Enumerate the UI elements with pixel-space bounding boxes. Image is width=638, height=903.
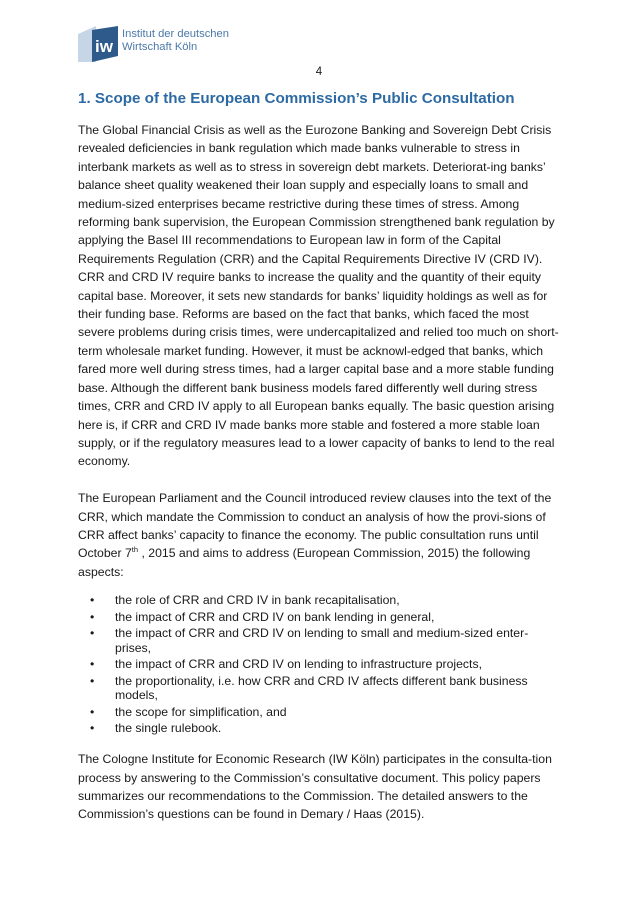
list-item — [78, 721, 562, 736]
logo-line-1: Institut der deutschen — [122, 28, 229, 40]
list-item — [78, 610, 562, 625]
list-item-text: the single rulebook. — [115, 721, 222, 736]
bullet-icon: • — [90, 657, 95, 672]
iw-logo-icon — [78, 26, 118, 62]
list-item — [78, 705, 562, 720]
paragraph-crisis-regulation: The Global Financial Crisis as well as the Eurozone Banking and Sovereign Debt Crisis revealed deficiencies in bank regulation which made banks vulnerable to stress in interbank markets as well as to stress in sovereign debt markets. Deteriorat-ing banks’ balance sheet quality weakened their loan supply and especially loans to small and medium-sized enterprises became restrictive during these times of stress. Among reforming bank supervision, the European Commission strengthened bank regulation by applying the Basel III recommendations to European law in form of the Capital Requirements Regulation (CRR) and the Capital Requirements Directive IV (CRD IV). CRR and CRD IV require banks to increase the quality and the quantity of their equity capital base. Moreover, it sets new standards for banks’ liquidity holdings as well as for their funding base. Reforms are based on the fact that banks, which faced the most severe problems during crisis times, were undercapitalized and relied too much on short-term wholesale market funding. However, it must be acknowl-edged that banks, which fared more well during stress times, had a larger capital base and a more stable funding base. Although the different bank business models fared differently well during stress times, CRR and CRD IV apply to all European banks equally. The basic question arising here is, if CRR and CRD IV made banks more stable and fostered a more stable loan supply, or if the regulatory measures lead to a lower capacity of banks to lend to the real economy. — [78, 123, 559, 469]
logo-line-2: Wirtschaft Köln — [122, 41, 198, 53]
bullet-icon: • — [90, 673, 95, 688]
svg-text:iw: iw — [95, 37, 113, 56]
bullet-icon: • — [90, 593, 95, 608]
list-item — [78, 657, 562, 672]
section-heading: 1. Scope of the European Commission’s Public Consultation — [78, 90, 515, 107]
date-suffix: th — [131, 545, 139, 555]
bullet-icon: • — [90, 626, 95, 641]
list-item — [78, 626, 562, 655]
list-item — [78, 593, 562, 608]
list-item-text: the impact of CRR and CRD IV on lending to small and medium-sized enter-prises, — [115, 626, 529, 655]
list-item — [78, 674, 562, 703]
paragraph-review-text-start: The European Parliament and the Council introduced review clauses into the text of the CRR, which mandate the Commission to conduct an analysis of how the provi-sions of CRR affect banks’ capacity to finance the economy. The public consultation runs until October 7 — [78, 491, 552, 561]
list-item-text: the proportionality, i.e. how CRR and CRD IV affects different bank business models, — [115, 673, 528, 703]
body-text — [78, 121, 562, 824]
page-number: 4 — [315, 66, 323, 78]
paragraph-iw-koeln: The Cologne Institute for Economic Research (IW Köln) participates in the consulta-tion process by answering to the Commission’s consultative document. This policy papers summarizes our recommendations to the Commission. The detailed answers to the Commission’s questions can be found in Demary / Haas (2015). — [78, 752, 552, 822]
bullet-icon: • — [90, 609, 95, 624]
logo-text — [122, 28, 229, 54]
aspects-list — [78, 593, 562, 736]
institute-logo — [78, 26, 229, 62]
bullet-icon: • — [90, 721, 95, 736]
paragraph-review-clauses — [78, 489, 562, 581]
list-item-text: the impact of CRR and CRD IV on bank lending in general, — [115, 609, 435, 624]
bullet-icon: • — [90, 704, 95, 719]
list-item-text: the scope for simplification, and — [115, 704, 287, 719]
paragraph-review-text-end: , 2015 and aims to address (European Commission, 2015) the following aspects: — [78, 546, 531, 579]
list-item-text: the role of CRR and CRD IV in bank recapitalisation, — [115, 593, 400, 608]
list-item-text: the impact of CRR and CRD IV on lending to infrastructure projects, — [115, 657, 482, 672]
